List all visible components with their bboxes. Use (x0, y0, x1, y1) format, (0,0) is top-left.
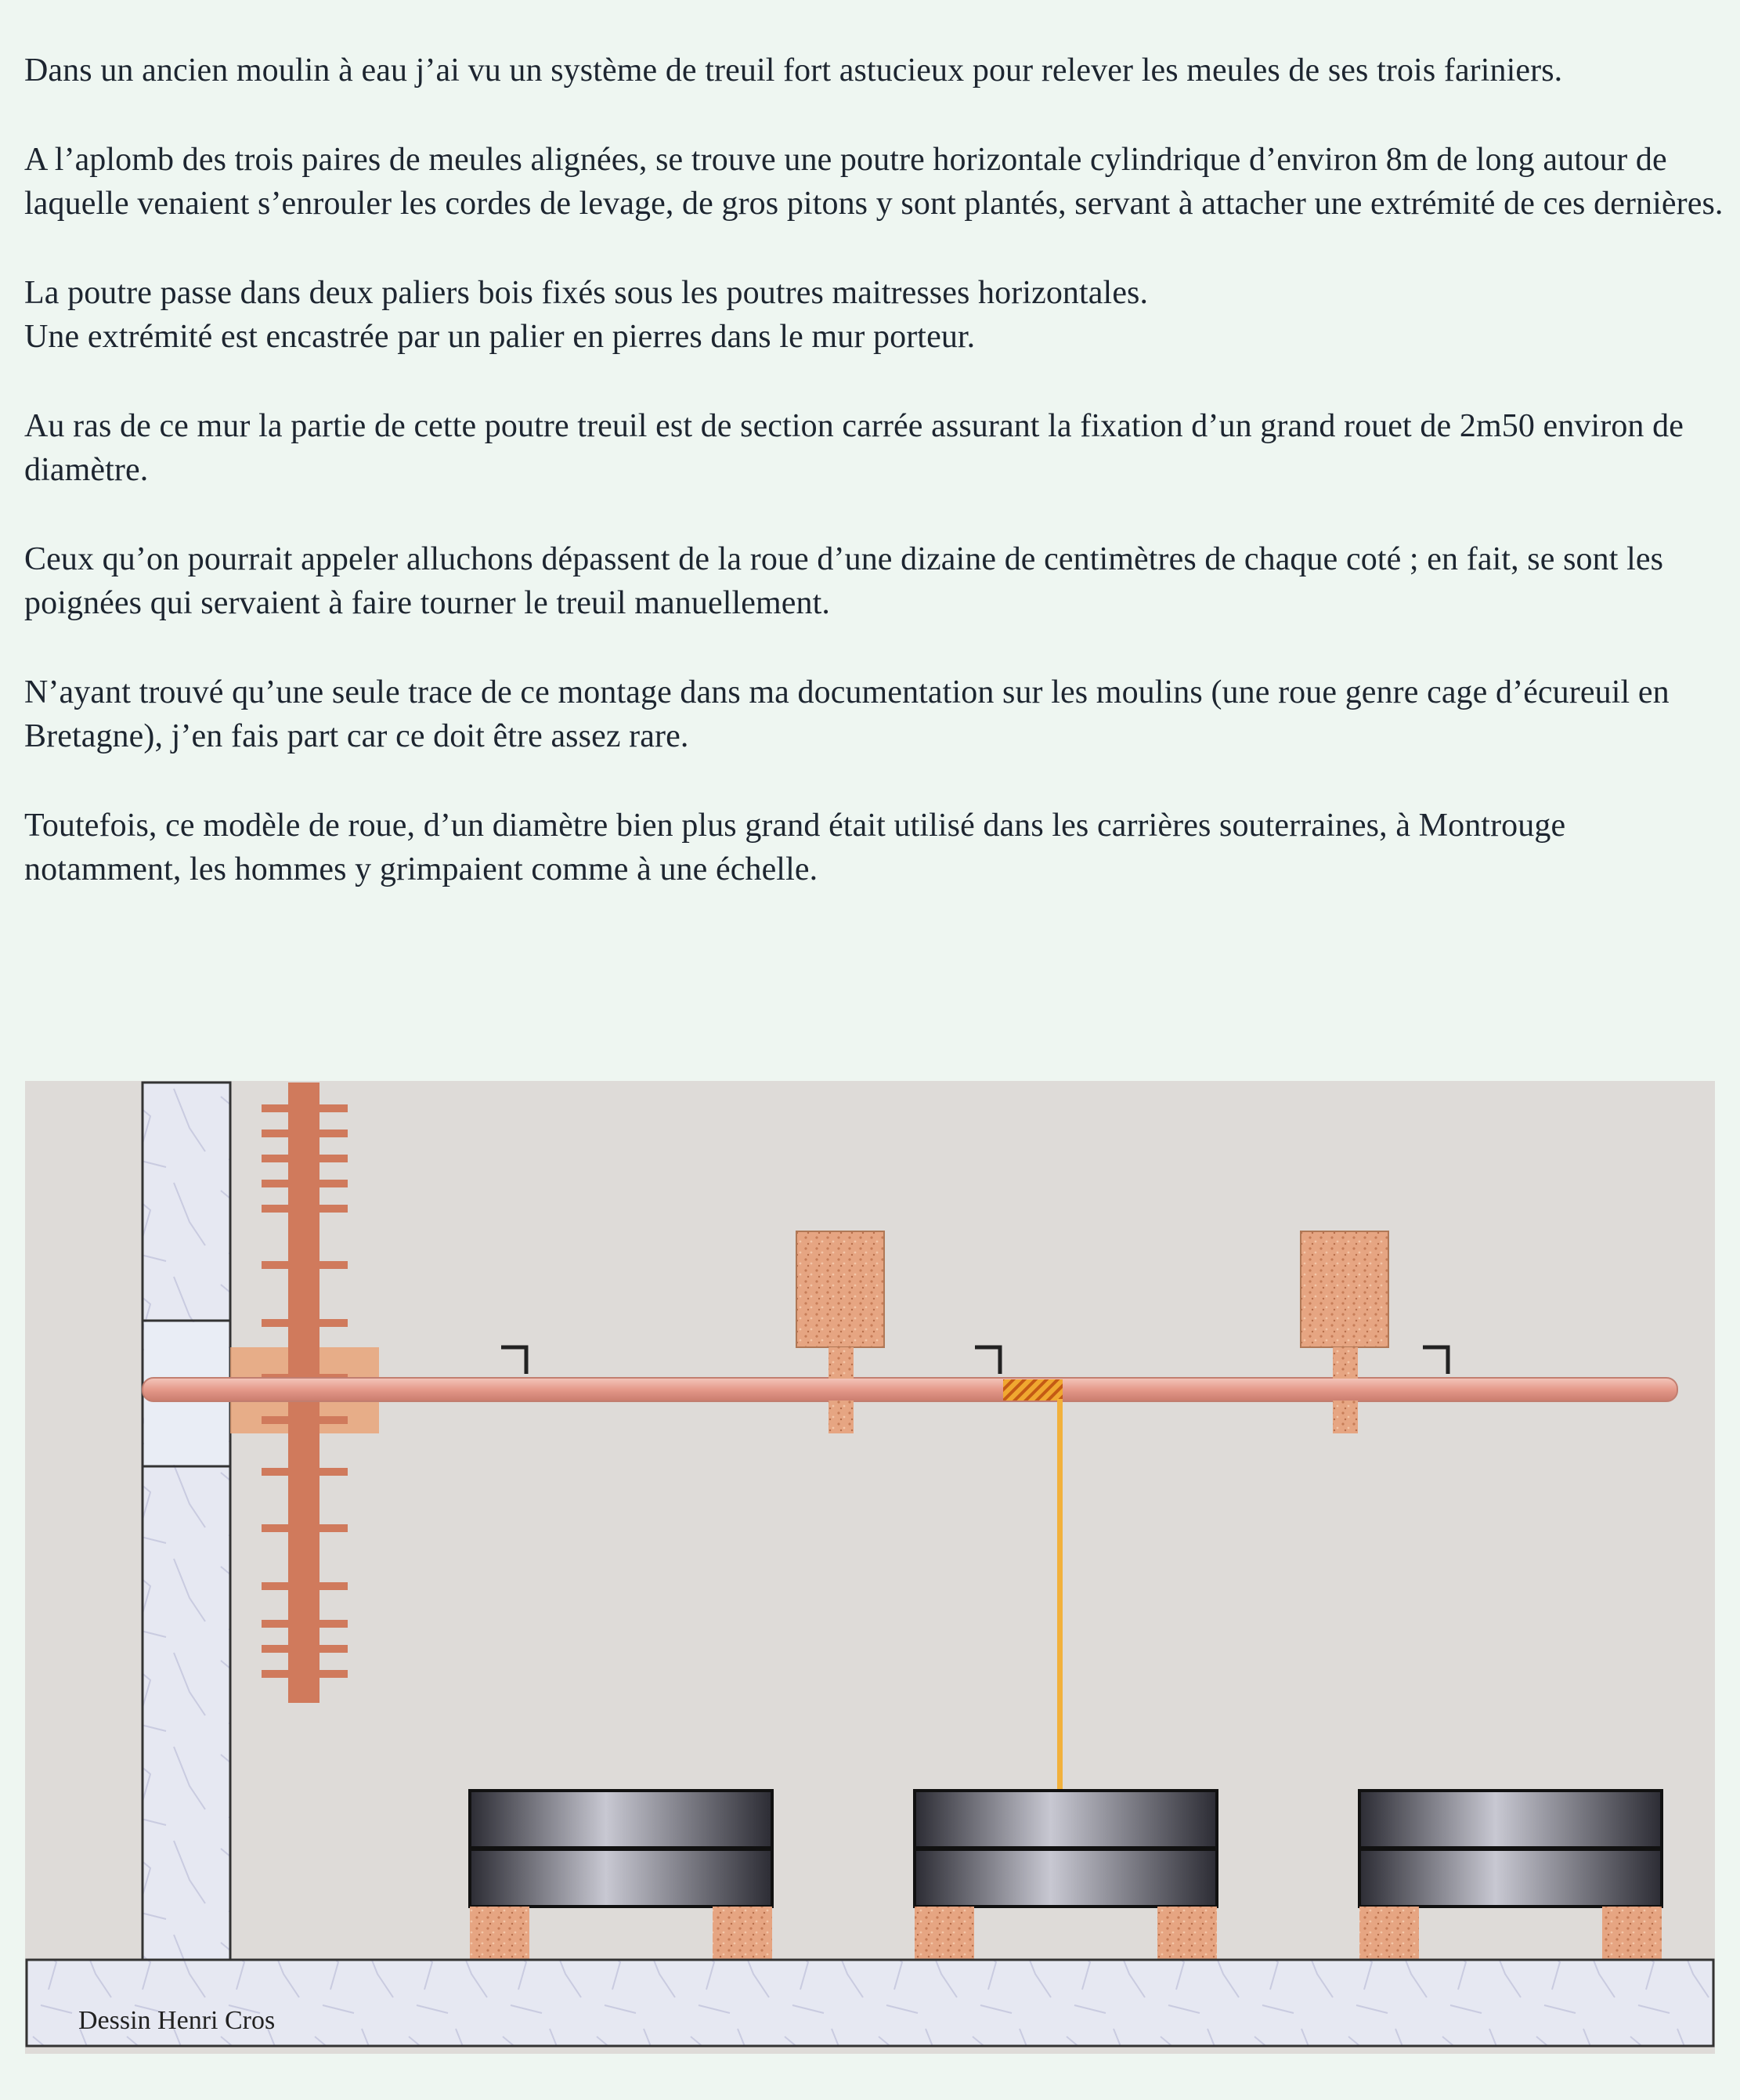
paragraph-5: Ceux qu’on pourrait appeler alluchons dépassent de la roue d’une dizaine de centimètres de chaque coté ; en fait, se sont les poignées qui servaient à faire tourner le treuil manuellement. (24, 541, 1664, 621)
paragraph-6: N’ayant trouvé qu’une seule trace de ce montage dans ma documentation sur les moulins (une roue genre cage d’écureuil en Bretagne), j’en fais part car ce doit être assez rare. (24, 674, 1670, 754)
paragraph-1: Dans un ancien moulin à eau j’ai vu un système de treuil fort astucieux pour relever les meules de ses trois fariniers. (24, 52, 1563, 89)
winch-drawing (25, 1081, 1715, 2054)
rope-wrap (1003, 1379, 1063, 1401)
paragraph-4: Au ras de ce mur la partie de cette poutre treuil est de section carrée assurant la fixation d’un grand rouet de 2m50 environ de diamètre. (24, 408, 1684, 488)
paragraph-7: Toutefois, ce modèle de roue, d’un diamètre bien plus grand était utilisé dans les carrières souterraines, à Montrouge notamment, les hommes y grimpaient comme à une échelle. (24, 808, 1566, 887)
winch-illustration (25, 1081, 1715, 2054)
paragraph-2: A l’aplomb des trois paires de meules alignées, se trouve une poutre horizontale cylindrique d’environ 8m de long autour de laquelle venaient s’enrouler les cordes de levage, de gros pitons y sont plantés, servant à attacher une extrémité de ces dernières. (24, 142, 1724, 222)
load-bearing-wall (143, 1083, 230, 1960)
lifting-rope (1057, 1399, 1063, 1834)
floor (27, 1960, 1713, 2046)
article-text (24, 49, 1724, 937)
winch-beam (143, 1378, 1677, 1401)
paragraph-3: La poutre passe dans deux paliers bois fixés sous les poutres maitresses horizontales. Une extrémité est encastrée par un palier en pierres dans le mur porteur. (24, 275, 1149, 355)
drawing-credit: Dessin Henri Cros (78, 2006, 276, 2035)
